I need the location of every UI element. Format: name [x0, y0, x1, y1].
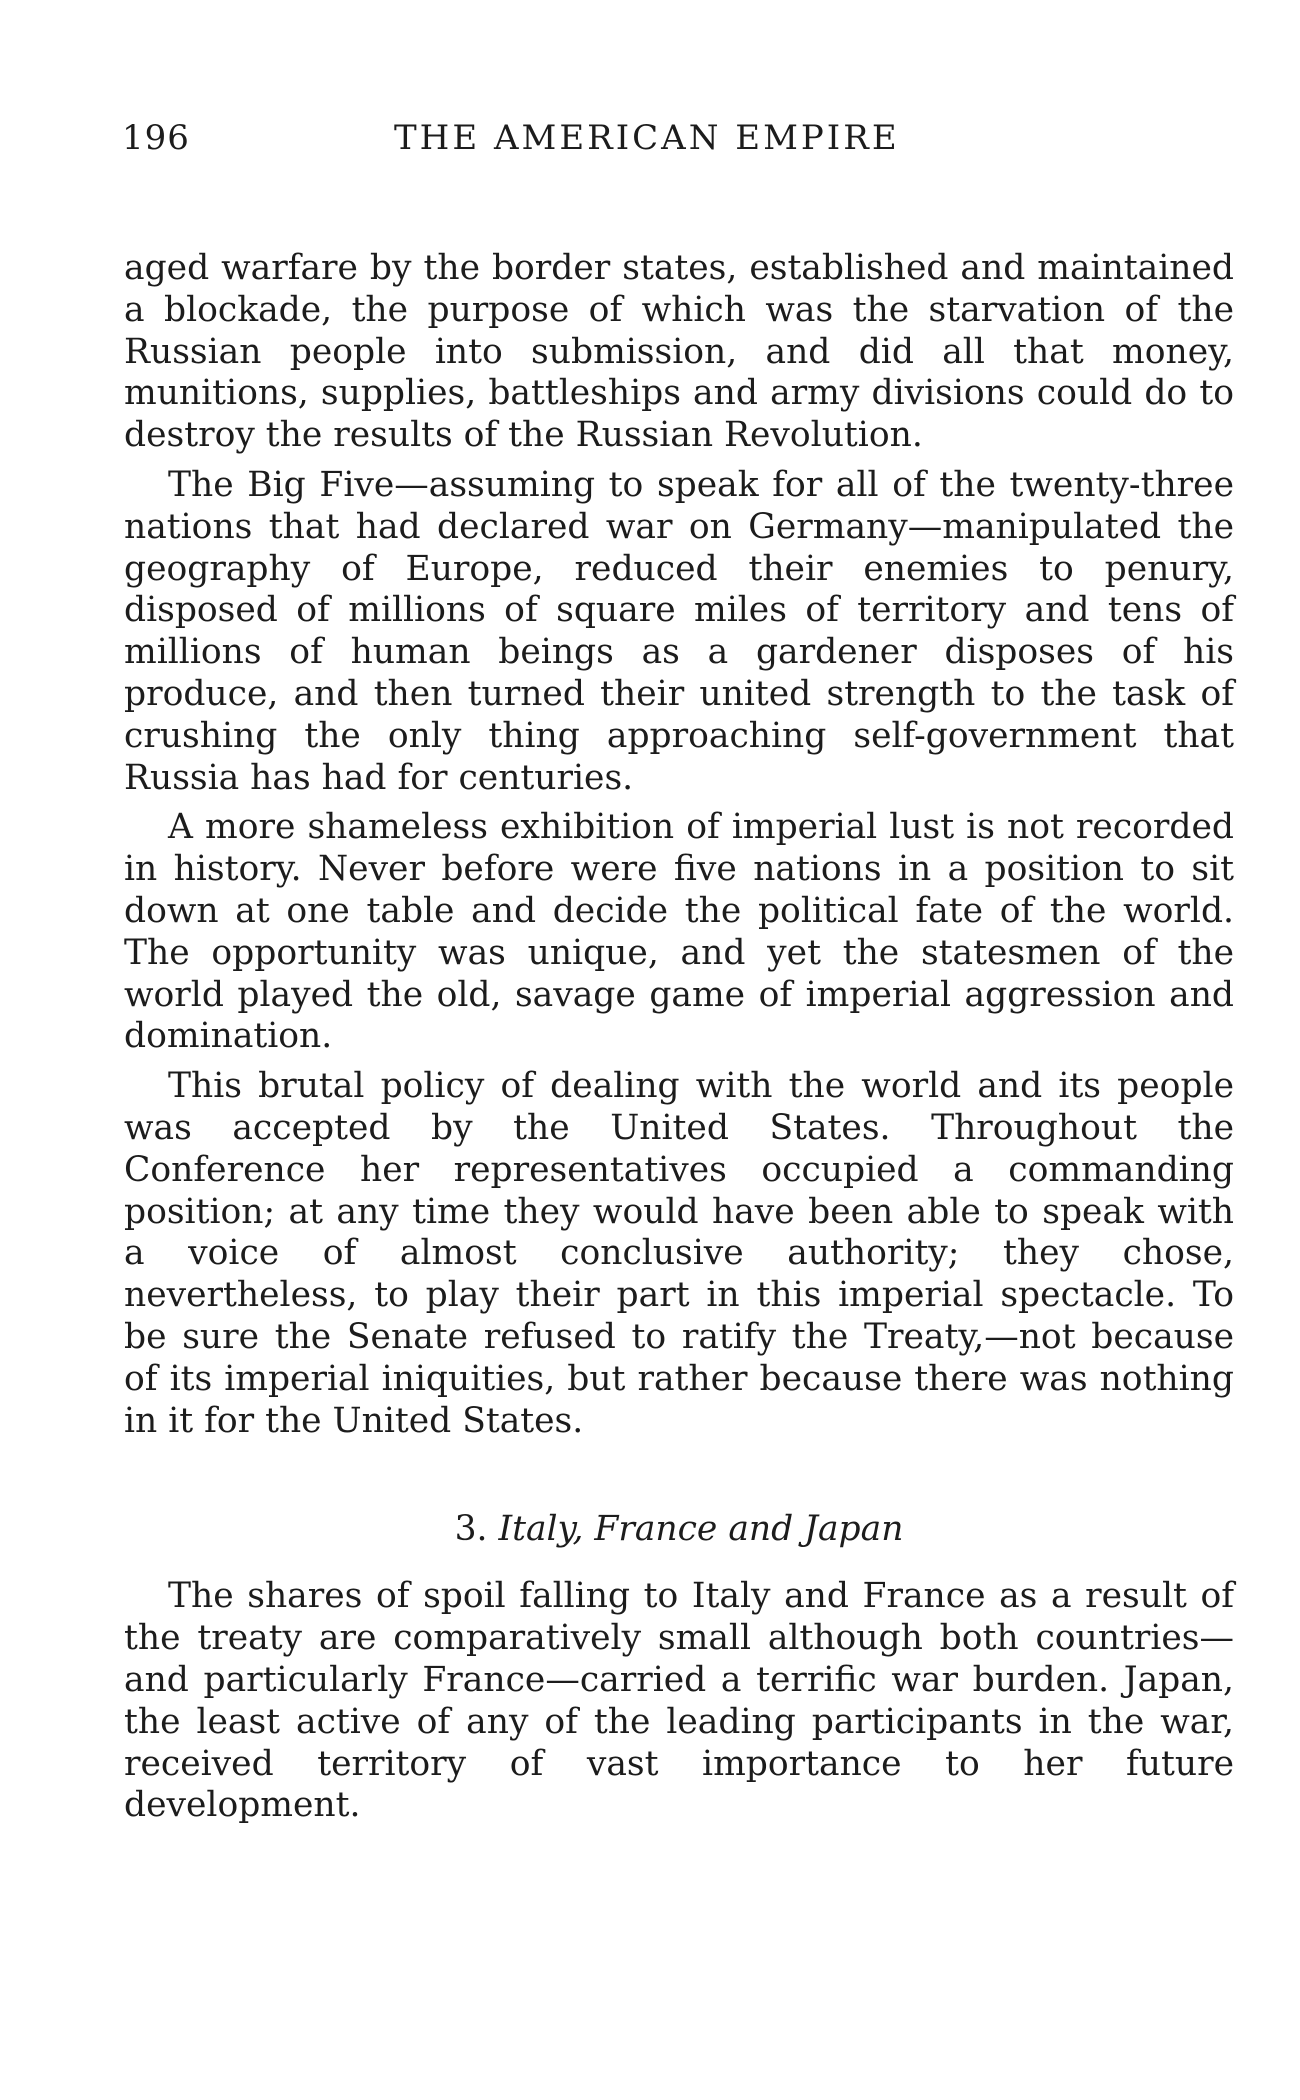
page-number: 196: [122, 118, 190, 158]
body-text: [124, 248, 1234, 1835]
section-title: Italy, France and Japan: [498, 1509, 904, 1550]
paragraph-imperial-lust: A more shameless exhibition of imperial lust is not recorded in history. Never before were five nations in a position to sit down at one table and decide the political fate of the world. The opportunity was unique, and yet the statesmen of the world played the old, savage game of imperial aggression and domination.: [124, 807, 1234, 1057]
running-title: THE AMERICAN EMPIRE: [394, 118, 900, 158]
paragraph-big-five: The Big Five—assuming to speak for all of the twenty-three nations that had declared war on Germany—manipulated the geography of Europe, reduced their enemies to penury, disposed of millions of square miles of territory and tens of millions of human beings as a gardener disposes of his produce, and then turned their united strength to the task of crushing the only thing approaching self-government that Russia has had for centuries.: [124, 464, 1234, 798]
running-head: [122, 118, 1232, 166]
section-heading: [124, 1508, 1234, 1550]
paragraph-italy-france-japan: The shares of spoil falling to Italy and France as a result of the treaty are comparatively small although both countries—and particularly France—carried a terrific war burden. Japan, the least active of any of the leading participants in the war, received territory of vast importance to her future development.: [124, 1576, 1234, 1826]
section-number: 3.: [454, 1509, 488, 1550]
paragraph-continued: aged warfare by the border states, established and maintained a blockade, the purpose of which was the starvation of the Russian people into submission, and did all that money, munitions, supplies, battleships and army divisions could do to destroy the results of the Russian Revolution.: [124, 248, 1234, 456]
paragraph-united-states: This brutal policy of dealing with the world and its people was accepted by the United States. Throughout the Conference her representatives occupied a commanding position; at any time they would have been able to speak with a voice of almost conclusive authority; they chose, nevertheless, to play their part in this imperial spectacle. To be sure the Senate refused to ratify the Treaty,—not because of its imperial iniquities, but rather because there was nothing in it for the United States.: [124, 1066, 1234, 1441]
